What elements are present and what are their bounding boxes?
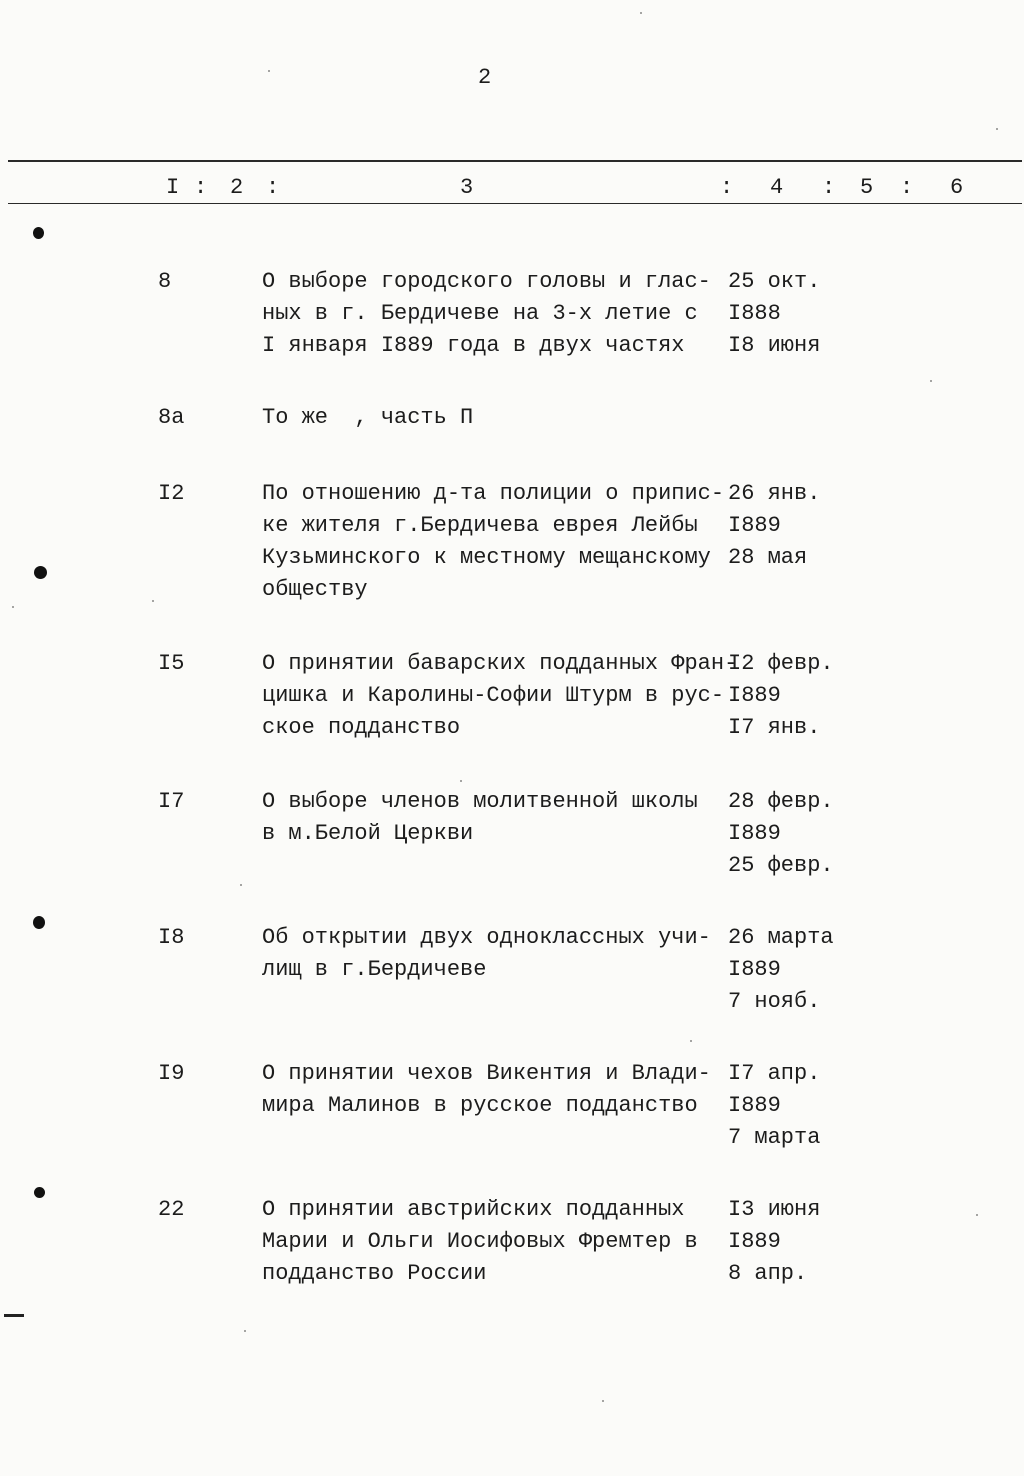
header-separator: : (900, 175, 914, 200)
scan-speck (12, 606, 14, 608)
scan-speck (602, 1400, 604, 1402)
scan-speck (460, 780, 462, 782)
row-dates (728, 1058, 848, 1154)
scan-speck (244, 1330, 246, 1332)
description-line: О принятии австрийских подданных (262, 1197, 685, 1222)
date-end: 7 марта (728, 1125, 821, 1150)
scan-speck (996, 128, 998, 130)
description-line: ных в г. Бердичеве на 3-х летие с (262, 301, 698, 326)
date-year: I888 (728, 301, 781, 326)
date-start: 26 янв. (728, 481, 821, 506)
row-number: 8а (158, 405, 185, 430)
header-separator: : (720, 175, 734, 200)
date-start: 26 марта (728, 925, 834, 950)
description-line: Об открытии двух одноклассных учи- (262, 925, 711, 950)
row-description (262, 478, 725, 606)
row-description (262, 786, 722, 850)
date-start: I2 февр. (728, 651, 834, 676)
row-dates (728, 1194, 848, 1290)
date-start: 28 февр. (728, 789, 834, 814)
binder-hole-mark (33, 916, 45, 929)
row-description (262, 922, 722, 986)
header-separator: : (822, 175, 836, 200)
row-number: I2 (158, 481, 185, 506)
row-number: 22 (158, 1197, 185, 1222)
scan-speck (240, 884, 242, 886)
date-year: I889 (728, 957, 781, 982)
header-col-2: 2 (230, 175, 244, 200)
date-end: I8 июня (728, 333, 821, 358)
header-col-3: 3 (460, 175, 474, 200)
date-start: 25 окт. (728, 269, 821, 294)
row-number: 8 (158, 269, 172, 294)
date-year: I889 (728, 821, 781, 846)
row-description (262, 402, 722, 434)
row-dates (728, 266, 848, 362)
scan-speck (268, 70, 270, 72)
date-year: I889 (728, 1229, 781, 1254)
header-separator: : (266, 175, 280, 200)
date-end: 25 февр. (728, 853, 834, 878)
description-line: лищ в г.Бердичеве (262, 957, 487, 982)
date-end: 7 нояб. (728, 989, 821, 1014)
description-line: О выборе членов молитвенной школы (262, 789, 698, 814)
description-line: То же , часть П (262, 405, 474, 430)
row-dates (728, 478, 848, 574)
scan-speck (690, 1040, 692, 1042)
row-description (262, 648, 738, 744)
row-description (262, 1194, 722, 1290)
row-number: I9 (158, 1061, 185, 1086)
header-top-rule (8, 160, 1022, 162)
description-line: I января I889 года в двух частях (262, 333, 685, 358)
description-line: ке жителя г.Бердичева еврея Лейбы (262, 513, 698, 538)
row-dates (728, 648, 848, 744)
header-col-6: 6 (950, 175, 964, 200)
date-end: I7 янв. (728, 715, 821, 740)
row-number: I8 (158, 925, 185, 950)
date-year: I889 (728, 1093, 781, 1118)
description-line: в м.Белой Церкви (262, 821, 474, 846)
header-col-1: I (166, 175, 180, 200)
header-col-4: 4 (770, 175, 784, 200)
binder-hole-mark (34, 1187, 45, 1198)
description-line: мира Малинов в русское подданство (262, 1093, 698, 1118)
description-line: подданство России (262, 1261, 487, 1286)
row-dates (728, 786, 848, 882)
description-line: цишка и Каролины-Софии Штурм в рус- (262, 683, 725, 708)
scan-speck (152, 600, 154, 602)
date-year: I889 (728, 683, 781, 708)
description-line: ское подданство (262, 715, 461, 740)
row-description (262, 266, 722, 362)
description-line: О принятии баварских подданных Фран- (262, 651, 738, 676)
row-number: I7 (158, 789, 185, 814)
page-number: 2 (478, 65, 492, 90)
description-line: О выборе городского головы и глас- (262, 269, 711, 294)
date-end: 28 мая (728, 545, 808, 570)
date-start: I7 апр. (728, 1061, 821, 1086)
date-start: I3 июня (728, 1197, 821, 1222)
description-line: обществу (262, 577, 368, 602)
header-bottom-rule (8, 203, 1022, 204)
edge-mark (4, 1314, 24, 1317)
date-end: 8 апр. (728, 1261, 808, 1286)
binder-hole-mark (34, 566, 47, 579)
header-col-5: 5 (860, 175, 874, 200)
scan-speck (640, 12, 642, 14)
description-line: Кузьминского к местному мещанскому (262, 545, 711, 570)
description-line: По отношению д-та полиции о припис- (262, 481, 725, 506)
row-dates (728, 922, 848, 1018)
header-separator: : (194, 175, 208, 200)
date-year: I889 (728, 513, 781, 538)
scan-speck (976, 1214, 978, 1216)
row-number: I5 (158, 651, 185, 676)
scan-speck (930, 380, 932, 382)
description-line: О принятии чехов Викентия и Влади- (262, 1061, 711, 1086)
description-line: Марии и Ольги Иосифовых Фремтер в (262, 1229, 698, 1254)
binder-hole-mark (33, 227, 44, 239)
row-description (262, 1058, 722, 1122)
